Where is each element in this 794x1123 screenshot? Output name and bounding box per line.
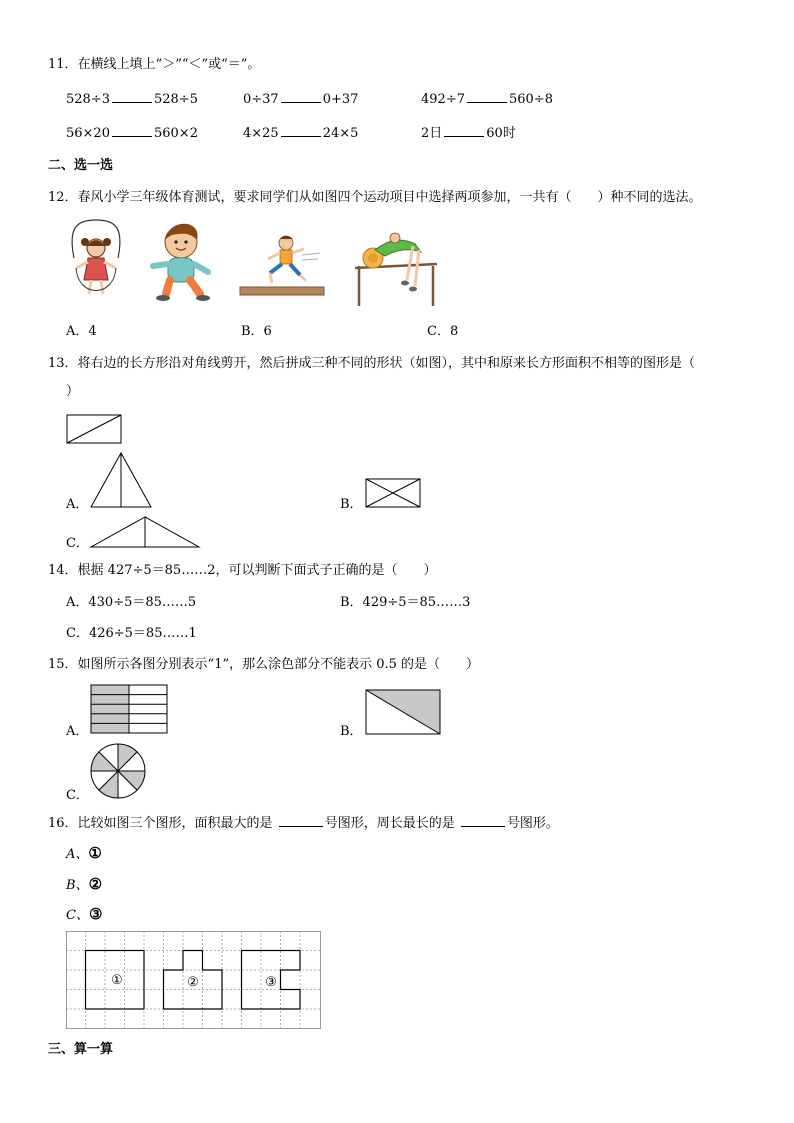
answer-blank[interactable]	[467, 90, 507, 103]
right-expr: 560×2	[153, 126, 198, 141]
circled-number: ③	[88, 905, 103, 923]
right-expr: 24×5	[322, 126, 359, 141]
left-expr: 528÷3	[66, 92, 110, 107]
rectangle-diagonal-figure	[66, 414, 122, 444]
q12-option-a[interactable]: A．4	[66, 324, 97, 339]
section-3-title: 三、算一算	[48, 1042, 114, 1057]
q11-item-6	[421, 124, 516, 142]
q14-title: 14．根据 427÷5＝85……2，可以判断下面式子正确的是（ ）	[48, 563, 437, 578]
q11-title: 11．在横线上填上“＞”“＜”或“＝”。	[48, 57, 261, 72]
q11-item-1	[66, 90, 198, 108]
q16-title	[48, 814, 559, 832]
q15-option-a[interactable]: A．	[66, 724, 89, 739]
q15-option-c[interactable]: C．	[66, 788, 89, 803]
q13-title-cont: ）	[66, 384, 80, 399]
right-expr: 528÷5	[153, 92, 198, 107]
q16-title-part-a: 16．比较如图三个图形，面积最大的是	[48, 816, 273, 831]
circled-number: ②	[88, 875, 103, 893]
answer-blank-longest-perimeter[interactable]	[461, 814, 505, 827]
q13-option-c[interactable]: C．	[66, 536, 89, 551]
right-expr: 0+37	[322, 92, 359, 107]
q11-item-4	[66, 124, 198, 142]
q13-title: 13．将右边的长方形沿对角线剪开，然后拼成三种不同的形状（如图），其中和原来长方形面积不相等的图形是（	[48, 356, 696, 371]
left-expr: 2日	[421, 126, 443, 141]
section-2-title: 二、选一选	[48, 158, 114, 173]
q14-option-b[interactable]: B．429÷5＝85……3	[340, 595, 471, 610]
running-boy-icon	[150, 220, 212, 302]
q15-title: 15．如图所示各图分别表示“1”，那么涂色部分不能表示 0.5 的是（ ）	[48, 657, 480, 672]
q16-option-a[interactable]	[66, 845, 102, 863]
q16-option-c[interactable]	[66, 906, 102, 924]
shape-3-label: ③	[265, 975, 277, 990]
q11-item-2	[243, 90, 358, 108]
q13-option-b[interactable]: B．	[340, 497, 363, 512]
q11-item-5	[243, 124, 358, 142]
q12-option-c[interactable]: C．8	[427, 324, 459, 339]
q12-title: 12．春风小学三年级体育测试，要求同学们从如图四个运动项目中选择两项参加，一共有（ ）种不同的选法。	[48, 190, 702, 205]
wide-triangle-figure-c	[90, 516, 200, 548]
option-letter: C、	[66, 908, 89, 923]
left-expr: 0÷37	[243, 92, 279, 107]
q13-option-a[interactable]: A．	[66, 497, 89, 512]
answer-blank[interactable]	[281, 90, 321, 103]
q12-option-b[interactable]: B．6	[241, 324, 272, 339]
shape-1-label: ①	[111, 973, 123, 988]
shape-2-label: ②	[187, 975, 199, 990]
answer-blank[interactable]	[112, 124, 152, 137]
q16-option-b[interactable]	[66, 876, 102, 894]
q11-item-3	[421, 90, 553, 108]
q16-title-part-b: 号图形，周长最长的是	[324, 816, 455, 831]
answer-blank[interactable]	[281, 124, 321, 137]
striped-rectangle-figure-a	[90, 684, 168, 734]
pie-circle-figure-c	[90, 743, 146, 799]
option-letter: B、	[66, 878, 89, 893]
answer-blank-largest-area[interactable]	[279, 814, 323, 827]
q15-option-b[interactable]: B．	[340, 724, 363, 739]
high-jump-icon	[355, 230, 439, 308]
option-letter: A、	[66, 847, 89, 862]
left-expr: 492÷7	[421, 92, 465, 107]
left-expr: 56×20	[66, 126, 110, 141]
long-jump-icon	[240, 233, 324, 297]
right-expr: 60时	[486, 126, 516, 141]
q14-option-c[interactable]: C．426÷5＝85……1	[66, 626, 197, 641]
right-expr: 560÷8	[508, 92, 553, 107]
grid-figures	[66, 931, 322, 1031]
q16-title-part-c: 号图形。	[506, 816, 559, 831]
answer-blank[interactable]	[112, 90, 152, 103]
circled-number: ①	[88, 844, 102, 862]
answer-blank[interactable]	[444, 124, 484, 137]
triangle-figure-a	[90, 452, 152, 508]
left-expr: 4×25	[243, 126, 279, 141]
q14-option-a[interactable]: A．430÷5＝85……5	[66, 595, 197, 610]
diagonal-shaded-rectangle-figure-b	[365, 689, 441, 735]
bowtie-figure-b	[365, 478, 421, 508]
jump-rope-girl-icon	[66, 218, 126, 302]
